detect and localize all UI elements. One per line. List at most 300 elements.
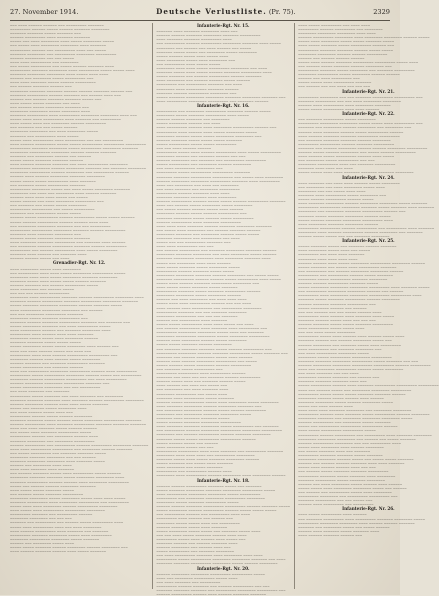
list-entry: ‒‒‒‒‒‒‒‒‒ ‒‒‒‒‒‒‒‒ ‒‒‒‒‒‒‒‒ ‒‒‒‒‒ ‒‒‒‒ ‒‒‒ ‒‒‒‒‒‒‒ [156,330,264,335]
list-entry: ‒‒‒ ‒‒‒‒‒‒ ‒‒‒‒‒ ‒‒‒‒‒‒‒‒ ‒‒‒‒‒‒‒ ‒‒‒ [10,104,89,109]
list-entry: ‒‒‒ ‒‒‒‒‒‒‒ ‒‒‒‒‒‒‒ ‒‒‒‒‒‒‒ ‒‒‒‒‒‒ ‒‒‒‒‒‒‒‒ [298,137,391,142]
list-entry: ‒‒‒‒‒‒‒ ‒‒‒‒‒ ‒‒‒‒‒‒‒ ‒‒‒‒‒‒‒‒ ‒‒‒‒‒‒ ‒‒‒‒‒ [298,213,391,218]
list-entry: ‒‒‒‒‒‒ ‒‒‒‒‒‒‒ ‒‒‒‒‒ ‒‒‒‒‒ ‒‒‒‒‒‒‒ ‒‒‒‒‒‒‒‒‒ [298,322,393,327]
list-entry: ‒‒‒ ‒‒‒‒‒‒‒‒‒ ‒‒‒‒‒‒ ‒‒‒‒‒‒‒‒ ‒‒‒‒‒‒‒‒‒ ‒‒‒‒‒‒‒‒ ‒‒‒‒‒‒‒‒‒ [156,428,283,433]
list-entry: ‒‒‒‒‒ ‒‒‒‒‒ ‒‒‒‒‒ ‒‒‒‒‒‒‒‒‒ ‒‒‒‒ ‒‒‒‒‒‒‒ [10,178,96,183]
list-entry: ‒‒‒‒‒‒‒ ‒‒‒‒ ‒‒‒‒‒‒‒‒‒ ‒‒‒‒‒ ‒‒‒‒‒‒‒ [156,395,235,400]
list-entry: ‒‒‒‒‒ ‒‒‒‒‒‒ ‒‒‒‒‒ ‒‒‒ ‒‒‒‒‒‒ [156,440,219,445]
list-entry: ‒‒‒‒‒‒‒ ‒‒‒‒‒‒‒ ‒‒‒‒‒ ‒‒‒‒‒‒‒ ‒‒‒ [10,31,81,36]
list-entry: ‒‒‒‒ ‒‒‒ ‒‒‒‒‒‒ ‒‒‒‒‒ ‒‒‒ ‒‒‒‒‒‒‒‒ ‒‒‒‒‒‒‒‒ ‒‒‒‒‒‒‒‒‒ [298,387,412,392]
list-entry: ‒‒‒‒‒‒ ‒‒‒‒‒‒‒‒ ‒‒‒‒‒‒‒‒ ‒‒‒‒‒‒‒‒‒ ‒‒‒‒‒‒‒‒‒ ‒‒‒‒‒ [156,571,265,576]
list-entry: ‒‒‒‒‒‒‒‒‒ ‒‒‒‒‒‒ ‒‒‒‒‒ ‒‒‒‒‒‒ ‒‒‒‒‒‒‒‒ [10,414,93,418]
list-entry: ‒‒‒ ‒‒‒‒ ‒‒‒‒‒‒‒ ‒‒‒ ‒‒‒ ‒‒‒‒ [298,371,359,376]
list-entry: ‒‒‒‒‒ ‒‒‒‒ ‒‒‒‒‒‒ ‒‒‒‒‒‒‒ ‒‒‒‒‒‒‒‒‒ ‒‒‒‒‒‒‒‒‒ ‒‒‒‒‒ ‒‒‒‒ [298,59,419,64]
list-entry: ‒‒‒‒ ‒‒‒‒ ‒‒‒‒‒‒‒ ‒‒‒‒‒ ‒‒‒‒‒‒ ‒‒‒‒‒‒‒‒‒ [10,80,96,85]
list-entry: ‒‒‒‒‒ ‒‒‒‒ ‒‒‒‒‒‒‒‒‒ ‒‒‒‒ ‒‒‒ ‒‒‒‒ ‒‒‒‒‒‒‒‒ [10,524,102,529]
list-entry: ‒‒‒ ‒‒‒‒‒ ‒‒‒‒‒‒ ‒‒‒‒‒‒ ‒‒‒‒‒ ‒‒‒‒ ‒‒‒‒‒‒ [156,207,244,212]
list-entry: ‒‒‒‒ ‒‒‒‒‒‒‒‒ ‒‒‒‒‒ ‒‒‒‒ ‒‒‒ ‒‒‒‒‒ [298,248,371,253]
list-entry: ‒‒‒‒‒‒‒‒‒ ‒‒‒‒‒‒‒‒ ‒‒‒‒‒ ‒‒‒ ‒‒‒‒ ‒‒‒‒‒ ‒‒‒‒‒‒‒‒ ‒‒‒‒‒‒‒ [10,186,131,191]
list-entry: ‒‒‒‒‒‒ ‒‒‒ ‒‒‒‒‒‒ ‒‒‒‒‒‒ ‒‒‒‒‒‒‒ ‒‒‒‒ ‒‒‒‒ ‒‒‒‒‒‒‒ [298,461,405,466]
list-entry: ‒‒‒‒‒‒‒‒ ‒‒‒ ‒‒‒‒‒‒‒‒ ‒‒‒‒‒‒‒ ‒‒‒‒‒‒‒‒ ‒‒‒‒‒ [156,412,252,416]
publication-title: Deutsche Verlustliste. [156,7,267,17]
list-entry: ‒‒‒‒‒ ‒‒‒‒‒‒‒‒‒ ‒‒‒‒‒‒ ‒‒‒‒ ‒‒‒‒‒‒‒ ‒‒‒‒‒‒‒‒‒ ‒‒‒‒‒‒‒‒‒ ‒‒‒‒‒‒‒‒‒ [298,383,439,388]
list-entry: ‒‒‒‒‒‒‒ ‒‒‒‒ ‒‒‒‒ ‒‒‒ ‒‒‒‒ [298,166,353,171]
list-entry: ‒‒‒‒‒‒‒ ‒‒‒ ‒‒‒‒‒‒‒‒ ‒‒‒‒‒‒ ‒‒‒ ‒‒‒‒‒‒ [10,154,92,158]
list-entry: ‒‒‒‒ ‒‒‒‒‒ ‒‒‒‒‒‒‒‒‒ ‒‒‒‒‒‒‒‒‒ ‒‒‒‒‒ [298,428,376,433]
list-entry: ‒‒‒ ‒‒‒‒‒‒‒‒ ‒‒‒‒‒‒ ‒‒‒‒‒‒‒‒‒ ‒‒‒‒‒‒‒ ‒‒‒‒‒‒ ‒‒‒‒‒‒‒‒‒ [10,244,127,249]
list-entry: ‒‒‒‒‒‒‒ ‒‒‒‒‒ ‒‒‒‒‒ ‒‒‒ ‒‒‒‒‒‒‒‒ ‒‒‒‒‒ ‒‒‒‒‒‒‒‒ [156,49,257,54]
list-entry: ‒‒‒‒ ‒‒‒‒‒‒‒ ‒‒‒‒‒‒‒ ‒‒‒‒‒‒‒‒‒ ‒‒‒‒ [156,37,232,42]
list-entry: ‒‒‒ ‒‒‒‒‒‒‒‒‒ ‒‒‒‒‒‒ ‒‒‒ ‒‒‒‒‒‒‒‒‒ ‒‒‒‒ ‒‒‒‒ [156,512,251,517]
list-entry: ‒‒‒‒ ‒‒‒‒ ‒‒‒‒‒‒‒‒‒ ‒‒‒ ‒‒‒‒‒‒‒‒ [10,59,79,64]
list-entry: ‒‒‒‒‒‒‒ ‒‒‒‒‒‒‒‒ ‒‒‒‒‒ ‒‒‒‒‒‒ ‒‒‒‒‒‒‒‒ ‒‒‒‒‒ [298,399,393,404]
list-entry: ‒‒‒‒‒‒ ‒‒‒‒‒‒‒ ‒‒‒‒‒ ‒‒‒‒ ‒‒‒‒‒‒‒ [156,524,228,529]
list-entry: ‒‒‒ ‒‒‒‒‒‒‒‒‒ ‒‒‒‒ ‒‒‒‒ ‒‒‒‒‒ ‒‒‒‒‒‒‒‒ ‒‒‒‒‒‒‒‒‒ ‒‒‒‒‒ [10,270,126,275]
list-entry: ‒‒‒‒‒‒‒‒ ‒‒‒‒‒‒‒‒ ‒‒‒‒‒ ‒‒‒‒‒‒‒‒ ‒‒‒‒‒ ‒‒‒‒ ‒‒‒‒ ‒‒‒‒‒ [10,495,126,500]
list-entry: ‒‒‒‒‒‒‒‒ ‒‒‒‒‒ ‒‒‒‒‒ ‒‒‒‒ ‒‒‒ ‒‒‒‒‒‒‒‒‒ [156,520,240,525]
list-entry: ‒‒‒‒‒ ‒‒‒‒‒‒‒‒ ‒‒‒‒‒‒‒ ‒‒‒ ‒‒‒‒ ‒‒‒‒‒‒‒‒‒ ‒‒‒‒‒ [10,323,111,328]
list-entry: ‒‒‒‒‒‒ ‒‒‒‒‒‒ ‒‒‒‒ ‒‒‒‒‒ ‒‒‒‒‒‒‒‒ ‒‒‒‒‒‒‒‒‒ ‒‒‒‒‒‒‒‒ ‒‒‒‒‒‒ [298,260,425,265]
list-entry: ‒‒‒‒‒‒‒ ‒‒‒‒‒‒‒ ‒‒‒‒‒‒‒‒‒ ‒‒‒‒‒‒‒‒ ‒‒‒‒‒ ‒‒‒‒‒‒ ‒‒‒‒‒‒‒‒ [156,561,278,566]
list-entry: ‒‒‒ ‒‒‒‒‒ ‒‒‒‒‒‒‒ ‒‒‒‒ ‒‒‒ ‒‒‒‒‒‒‒ [298,448,371,453]
list-entry: ‒‒‒‒‒‒‒‒‒ ‒‒‒‒‒‒‒ ‒‒‒‒‒‒‒ ‒‒‒‒‒ ‒‒‒‒‒‒‒ [298,453,383,458]
list-entry: ‒‒‒‒‒‒‒ ‒‒‒‒‒‒‒‒‒ ‒‒‒ ‒‒‒ ‒‒‒‒ ‒‒‒‒‒‒‒‒ ‒‒‒‒‒‒‒‒ [298,98,401,103]
list-entry: ‒‒‒‒‒‒‒‒ ‒‒‒‒‒‒‒ ‒‒‒‒‒‒‒ ‒‒‒‒‒‒ ‒‒‒‒‒‒ ‒‒‒‒‒‒‒ ‒‒‒‒‒‒ ‒‒‒ [10,88,133,93]
list-entry: ‒‒‒‒‒‒‒‒ ‒‒‒ ‒‒‒ ‒‒‒‒‒ ‒‒‒‒ ‒‒‒‒ [298,188,366,193]
list-entry: ‒‒‒‒‒‒‒ ‒‒‒‒‒‒‒‒ ‒‒‒‒‒‒‒‒ ‒‒‒‒ ‒‒‒‒‒‒‒ ‒‒‒‒‒ [10,459,105,464]
list-entry: ‒‒‒ ‒‒‒‒‒ ‒‒‒‒ ‒‒‒‒‒‒‒‒ ‒‒‒‒‒‒‒‒ ‒‒‒‒ ‒‒‒‒‒‒‒ [10,43,107,48]
list-entry: ‒‒‒‒‒‒‒‒‒ ‒‒‒‒‒ ‒‒‒‒‒‒‒‒‒ ‒‒‒‒‒‒‒‒ ‒‒‒‒‒‒ ‒‒‒‒‒ ‒‒‒ ‒‒‒‒‒‒‒‒‒ [10,373,142,378]
list-entry: ‒‒‒ ‒‒‒‒‒‒‒ ‒‒‒‒‒‒‒‒‒ ‒‒‒‒‒ ‒‒‒‒‒‒‒‒ [298,117,376,122]
list-entry: ‒‒‒ ‒‒‒‒ ‒‒‒‒‒‒‒‒‒ ‒‒‒‒‒‒‒‒ ‒‒‒ [156,166,223,171]
list-entry: ‒‒‒‒‒ ‒‒‒‒‒ ‒‒‒‒‒‒‒ ‒‒‒‒‒‒‒ ‒‒‒‒‒‒ [10,158,84,163]
list-entry: ‒‒‒‒‒‒‒‒ ‒‒‒‒ ‒‒‒‒ ‒‒‒‒‒ ‒‒‒‒‒‒‒‒ ‒‒‒‒‒‒‒ ‒‒‒‒‒‒‒‒ [10,274,118,279]
list-entry: ‒‒‒‒‒‒‒‒‒ ‒‒‒‒‒ ‒‒‒‒ ‒‒‒‒‒‒ ‒‒‒‒ ‒‒‒‒‒ ‒‒‒ [156,536,246,541]
list-entry: ‒‒‒‒‒‒‒ ‒‒‒‒‒‒‒‒‒ ‒‒‒‒‒ ‒‒‒‒‒‒‒ ‒‒‒‒‒‒‒‒ [298,477,385,482]
list-entry: ‒‒‒‒ ‒‒‒ ‒‒‒‒ ‒‒‒‒‒‒ ‒‒‒‒‒ ‒‒‒ ‒‒‒‒ ‒‒‒ [10,348,92,353]
list-entry: ‒‒‒‒‒‒‒ ‒‒‒‒ ‒‒‒‒‒‒‒ ‒‒‒‒‒‒‒‒ ‒‒‒ [10,231,81,236]
list-entry: ‒‒‒‒‒‒‒ ‒‒‒‒‒‒‒ ‒‒‒‒‒‒‒ ‒‒‒ ‒‒‒‒‒‒‒‒‒ ‒‒‒‒‒‒‒‒ ‒‒‒‒‒‒‒‒‒ ‒‒‒ [156,588,286,593]
list-entry: ‒‒‒‒‒‒‒‒‒ ‒‒‒‒ ‒‒‒‒‒‒ ‒‒‒‒ ‒‒‒‒‒ ‒‒‒‒‒‒‒‒ ‒‒‒‒‒ [156,129,257,134]
list-entry: ‒‒‒‒‒‒‒‒‒ ‒‒‒ ‒‒‒‒‒‒‒‒‒ ‒‒‒‒‒‒‒ ‒‒‒ ‒‒‒‒ [156,82,243,87]
list-entry: ‒‒‒‒ ‒‒‒‒‒‒ ‒‒‒‒‒‒‒ ‒‒‒‒‒‒‒ ‒‒‒‒‒‒‒‒‒ ‒‒‒‒‒‒‒‒‒ [298,133,400,138]
list-entry: ‒‒‒‒‒‒ ‒‒‒‒ ‒‒‒‒ ‒‒‒‒ ‒‒‒‒‒ ‒‒‒ ‒‒‒‒‒ [10,194,88,199]
list-entry: ‒‒‒‒‒‒‒ ‒‒‒‒‒‒‒ ‒‒‒‒‒ ‒‒‒‒‒‒ ‒‒‒‒‒ ‒‒‒‒‒‒‒‒ ‒‒‒‒‒‒‒‒‒ ‒‒‒‒‒‒‒ [10,418,142,423]
list-entry: ‒‒‒‒‒‒‒ ‒‒‒ ‒‒‒‒‒‒‒‒‒ ‒‒‒‒‒ ‒‒‒‒‒ [10,211,81,216]
list-entry: ‒‒‒‒ ‒‒‒‒‒‒‒ ‒‒‒‒‒‒‒‒ ‒‒‒‒‒‒ ‒‒‒‒‒‒‒‒ ‒‒‒‒‒‒‒‒ ‒‒‒‒‒ ‒‒‒‒‒‒‒ [298,201,428,206]
list-entry: ‒‒‒‒‒‒‒‒ ‒‒‒‒‒‒‒‒ ‒‒‒‒‒‒ ‒‒‒‒‒‒ ‒‒‒‒‒‒‒‒‒ [298,51,388,56]
list-entry: ‒‒‒ ‒‒‒‒‒‒ ‒‒‒‒‒ ‒‒‒‒‒‒‒ ‒‒‒‒‒‒ ‒‒‒‒‒‒‒‒ ‒‒‒ [298,63,392,68]
section-heading: Infanterie-Rgt. Nr. 26. [342,506,395,512]
list-entry: ‒‒‒‒ ‒‒‒‒‒ ‒‒‒‒‒ ‒‒‒‒‒‒‒ ‒‒‒‒‒ ‒‒‒‒‒‒‒ [156,285,238,290]
list-entry: ‒‒‒‒‒‒ ‒‒‒ ‒‒‒‒‒‒‒‒ ‒‒‒‒‒ ‒‒‒‒‒‒‒‒‒ ‒‒‒ [10,76,94,81]
list-entry: ‒‒‒ ‒‒‒‒‒‒‒‒ ‒‒‒ ‒‒‒‒ ‒‒‒‒‒‒‒‒ ‒‒‒‒‒ ‒‒‒‒ [298,184,385,189]
list-entry: ‒‒‒‒‒‒‒ ‒‒‒ ‒‒‒‒‒‒ ‒‒‒‒‒‒‒‒ ‒‒‒‒‒ ‒‒‒‒ ‒‒‒‒‒‒ [156,354,253,359]
list-entry: ‒‒‒‒‒‒‒‒ ‒‒‒‒‒ ‒‒‒‒‒ ‒‒‒‒ ‒‒‒‒‒‒‒‒ ‒‒‒‒‒‒ [10,336,99,341]
list-entry: ‒‒‒‒‒‒ ‒‒‒‒‒‒ ‒‒‒‒‒‒‒‒‒ ‒‒‒‒‒‒‒ ‒‒‒‒‒ [298,281,379,286]
list-entry: ‒‒‒‒‒‒‒‒ ‒‒‒‒ ‒‒‒‒‒‒‒‒‒ ‒‒‒‒‒‒ ‒‒‒‒‒‒‒‒ ‒‒‒‒ ‒‒‒‒‒‒‒‒ ‒‒‒‒‒‒ [156,473,286,478]
list-entry: ‒‒‒‒‒‒‒ ‒‒‒‒‒‒‒‒ ‒‒‒ ‒‒‒‒‒‒‒‒‒ ‒‒‒‒‒‒‒‒ ‒‒‒‒‒‒‒‒‒ [10,51,117,56]
list-entry: ‒‒‒‒‒‒‒‒‒ ‒‒‒‒‒‒‒‒‒ ‒‒‒‒‒‒ ‒‒‒‒‒‒‒ ‒‒‒‒‒‒‒‒‒ [298,141,395,146]
list-entry: ‒‒‒‒ ‒‒‒‒‒‒‒ ‒‒‒ ‒‒‒‒ ‒‒‒‒ ‒‒‒‒‒‒ ‒‒‒‒‒ ‒‒‒‒‒‒‒‒ [298,180,400,185]
list-entry: ‒‒‒‒‒‒‒‒ ‒‒‒‒‒‒‒‒‒ ‒‒‒‒‒‒ ‒‒‒‒‒‒‒‒ ‒‒‒ ‒‒‒‒‒‒‒‒‒ ‒‒‒‒‒‒ [10,170,129,175]
list-entry: ‒‒‒‒‒ ‒‒‒‒ ‒‒‒‒‒‒‒‒ ‒‒‒‒‒ ‒‒‒‒‒ ‒‒‒‒‒‒‒ ‒‒‒‒‒ [298,39,395,44]
list-entry: ‒‒‒ ‒‒‒ ‒‒‒ ‒‒‒‒‒‒ ‒‒‒‒‒‒‒‒‒ [10,291,70,296]
list-entry: ‒‒‒‒‒‒‒‒ ‒‒‒‒‒‒‒‒ ‒‒‒‒‒ ‒‒‒‒‒‒‒‒ ‒‒‒‒‒‒ [156,293,241,298]
list-entry: ‒‒‒‒‒‒‒‒ ‒‒‒‒‒‒‒‒ ‒‒‒‒‒‒‒‒ ‒‒‒‒ ‒‒‒‒ [298,31,376,36]
list-entry: ‒‒‒‒‒‒‒‒ ‒‒‒‒‒‒‒‒ ‒‒‒‒‒‒ ‒‒‒‒‒ ‒‒‒ ‒‒‒‒‒ ‒‒‒‒‒ ‒‒‒‒‒‒‒ [298,457,414,462]
list-entry: ‒‒‒‒‒‒‒ ‒‒‒‒‒‒ ‒‒‒‒‒‒‒‒‒ ‒‒‒‒‒‒‒ ‒‒‒‒‒‒‒‒‒ ‒‒‒‒‒‒‒‒ ‒‒‒‒‒‒‒ [10,299,139,304]
list-entry: ‒‒‒‒‒‒‒‒‒ ‒‒‒‒‒‒ ‒‒‒‒‒‒‒ ‒‒‒ ‒‒‒‒‒‒ ‒‒‒‒‒‒‒‒‒ ‒‒‒ ‒‒‒ [156,584,270,589]
list-entry: ‒‒‒‒‒‒‒‒ ‒‒‒‒‒‒ ‒‒‒‒‒ ‒‒‒‒‒‒ ‒‒‒‒ ‒‒‒‒‒‒ [298,395,384,400]
list-entry: ‒‒‒‒‒‒ ‒‒‒‒‒ ‒‒‒‒‒‒‒‒‒ ‒‒‒‒‒‒ ‒‒‒‒‒‒‒‒‒ ‒‒‒‒‒ ‒‒‒‒‒ ‒‒‒‒‒‒ [10,215,135,220]
list-entry: ‒‒‒‒‒‒‒‒‒ ‒‒‒‒‒‒‒‒‒ ‒‒‒‒‒‒‒‒ ‒‒‒‒‒‒‒ ‒‒‒‒‒‒ ‒‒‒‒‒‒‒‒‒ [10,227,126,232]
list-entry: ‒‒‒‒‒‒‒‒ ‒‒‒‒‒ ‒‒‒‒‒‒‒ ‒‒‒‒‒‒‒‒‒ ‒‒‒‒‒ [156,500,239,505]
list-entry: ‒‒‒‒‒ ‒‒‒‒‒‒‒‒‒ ‒‒‒ ‒‒‒‒‒‒‒ ‒‒‒‒‒‒ [10,364,84,369]
list-entry: ‒‒‒‒ ‒‒‒‒‒‒‒‒ ‒‒‒‒‒ ‒‒‒ ‒‒‒ [156,444,214,449]
section-heading: Grenadier-Rgt. Nr. 12. [52,260,106,266]
list-entry: ‒‒‒‒‒‒‒‒ ‒‒‒‒‒‒‒ ‒‒‒ ‒‒‒‒‒‒‒‒ ‒‒‒‒‒‒‒‒ ‒‒‒‒‒‒‒‒ ‒‒‒‒‒ [298,416,413,421]
list-entry: ‒‒‒‒‒‒‒ ‒‒‒ ‒‒‒‒‒‒‒‒ ‒‒‒‒‒ ‒‒‒ ‒‒‒‒‒ ‒‒‒‒‒‒ [298,524,390,529]
list-entry: ‒‒‒‒‒‒‒‒ ‒‒‒‒‒‒‒‒‒ ‒‒‒‒‒‒‒‒ ‒‒‒‒‒ ‒‒‒‒‒‒‒‒ ‒‒‒‒‒‒‒‒‒ [156,334,270,339]
list-entry: ‒‒‒‒‒‒‒‒‒ ‒‒‒‒ ‒‒‒‒ ‒‒‒‒‒‒ ‒‒‒‒‒‒‒‒‒ ‒‒‒‒‒‒‒‒‒ ‒‒‒ [10,352,118,357]
list-entry: ‒‒‒‒‒‒‒‒‒ ‒‒‒‒‒‒ ‒‒‒ ‒‒‒‒‒‒‒‒ ‒‒‒‒‒‒ ‒‒‒‒ [10,434,99,439]
column-left [10,23,148,589]
list-entry: ‒‒‒‒‒ ‒‒‒‒‒‒ ‒‒‒‒‒‒‒ ‒‒‒‒‒‒‒‒ ‒‒‒‒‒‒‒‒‒ [156,420,241,425]
list-entry: ‒‒‒‒‒‒‒‒ ‒‒‒‒ ‒‒‒‒ ‒‒‒‒ ‒‒‒ ‒‒‒‒‒‒‒‒‒ ‒‒‒‒‒‒‒‒ [156,452,255,457]
list-entry: ‒‒‒‒‒‒‒‒ ‒‒‒‒ ‒‒‒‒‒‒‒‒‒ ‒‒‒‒‒‒‒ ‒‒‒‒‒‒ ‒‒‒‒‒‒‒‒‒ ‒‒‒‒‒‒‒‒ ‒‒‒‒ [10,295,144,300]
list-entry: ‒‒‒‒‒‒‒‒‒ ‒‒‒‒‒ ‒‒‒‒ ‒‒‒‒‒‒ ‒‒‒‒‒‒‒‒‒ ‒‒‒‒ ‒‒‒‒‒ ‒‒‒‒‒‒‒‒‒ [156,150,281,154]
list-entry: ‒‒‒‒‒‒‒‒ ‒‒‒‒‒‒‒ ‒‒‒‒‒‒‒ ‒‒‒‒‒ ‒‒‒‒‒‒‒‒ ‒‒‒‒‒‒‒‒ ‒‒‒‒ [10,475,125,480]
list-entry: ‒‒‒ ‒‒‒‒‒‒‒‒‒ ‒‒‒‒ ‒‒‒‒‒ ‒‒‒‒‒ [156,61,221,66]
list-entry: ‒‒‒‒‒ ‒‒‒‒‒‒‒‒ ‒‒‒‒‒‒ ‒‒‒ ‒‒‒‒ [156,121,221,126]
list-entry: ‒‒‒ ‒‒‒ ‒‒‒‒‒‒‒‒ ‒‒‒‒‒‒‒‒‒ ‒‒‒‒‒‒‒ [10,311,84,316]
list-entry: ‒‒‒‒‒‒‒‒‒ ‒‒‒‒‒ ‒‒‒‒ ‒‒‒‒‒‒ ‒‒‒‒ ‒‒‒‒‒‒ ‒‒‒‒‒ ‒‒‒‒ [298,334,405,339]
list-entry: ‒‒‒‒‒‒‒‒‒ ‒‒‒‒‒‒‒ ‒‒‒‒‒‒‒‒ ‒‒‒‒‒ ‒‒‒‒ ‒‒‒‒‒‒‒‒‒ [10,532,112,537]
list-entry: ‒‒‒‒‒‒‒‒‒ ‒‒‒‒‒‒‒‒‒ ‒‒‒ ‒‒‒‒‒ ‒‒‒‒‒‒‒‒‒ [10,207,95,212]
section-heading: Infanterie-Rgt. Nr. 18. [196,477,250,483]
list-entry: ‒‒‒‒‒ ‒‒‒ ‒‒‒‒ ‒‒‒‒‒‒‒‒ ‒‒‒‒ ‒‒‒‒‒ ‒‒‒‒‒‒‒‒ ‒‒‒‒‒ [10,39,115,44]
list-entry: ‒‒‒‒ ‒‒‒‒‒‒‒‒‒ ‒‒‒‒‒‒ ‒‒‒ ‒‒‒‒‒‒‒ ‒‒‒‒‒‒‒‒ ‒‒‒‒ [10,328,111,333]
list-entry: ‒‒‒ ‒‒‒ ‒‒‒‒ ‒‒‒‒‒ ‒‒‒‒‒‒‒ ‒‒‒‒‒‒ ‒‒‒‒ ‒‒‒‒ [156,532,247,537]
list-entry: ‒‒‒‒‒‒ ‒‒‒‒‒ ‒‒‒‒‒‒‒‒‒ ‒‒‒‒‒ ‒‒‒‒ ‒‒‒‒‒‒‒‒ ‒‒‒‒‒ ‒‒‒‒‒‒‒‒ [156,399,279,404]
list-entry: ‒‒‒‒‒‒‒‒ ‒‒‒‒‒‒ ‒‒‒‒‒‒‒‒‒ ‒‒‒‒‒‒‒‒‒ ‒‒‒ ‒‒‒‒ ‒‒‒‒‒‒‒‒‒ [10,377,127,382]
list-entry: ‒‒‒‒ ‒‒‒‒‒‒‒‒ ‒‒‒‒‒ ‒‒‒‒ ‒‒‒‒‒‒‒‒ ‒‒‒ [156,57,236,62]
list-entry: ‒‒‒‒‒‒‒ ‒‒‒‒‒‒‒‒‒ ‒‒‒‒‒‒‒‒ ‒‒‒‒ ‒‒‒‒‒‒‒‒ ‒‒‒‒‒‒‒ ‒‒‒‒ [156,256,271,261]
list-entry: ‒‒‒‒‒‒ ‒‒‒‒‒‒ ‒‒‒‒‒‒‒‒‒ ‒‒‒‒‒‒‒ ‒‒‒‒‒ ‒‒‒ ‒‒‒‒‒‒‒ [156,483,262,488]
list-entry: ‒‒‒ ‒‒‒‒ ‒‒‒‒‒‒‒ ‒‒‒ ‒‒‒‒‒‒‒‒ ‒‒‒‒‒‒‒‒‒ [156,186,240,191]
list-entry: ‒‒‒‒‒‒‒ ‒‒‒‒‒‒‒‒‒ ‒‒‒‒ ‒‒‒‒‒‒‒‒‒ ‒‒‒‒‒‒‒‒ ‒‒‒‒‒‒‒‒ ‒‒‒‒ ‒‒‒ [10,113,137,118]
list-entry: ‒‒‒‒‒‒‒ ‒‒‒‒‒ ‒‒‒‒‒ ‒‒‒‒‒‒‒‒‒ ‒‒‒‒‒‒‒‒‒ ‒‒‒‒‒‒ [156,436,256,441]
list-entry: ‒‒‒‒‒ ‒‒‒‒‒‒‒‒‒ ‒‒‒ ‒‒‒‒‒‒‒ ‒‒‒‒‒‒‒‒ [156,549,235,554]
list-entry: ‒‒‒‒ ‒‒‒‒ ‒‒‒‒ ‒‒‒‒‒‒‒ ‒‒‒‒‒‒ ‒‒‒‒‒‒‒ ‒‒‒‒‒‒‒‒ ‒‒‒‒‒‒‒ [156,223,272,228]
list-entry: ‒‒‒‒‒‒‒‒ ‒‒‒‒ ‒‒‒‒ ‒‒‒‒‒ ‒‒‒‒‒‒‒‒‒ ‒‒‒‒‒‒‒‒ ‒‒‒ ‒‒‒‒ [156,66,268,71]
list-entry: ‒‒‒‒‒‒‒‒ ‒‒‒‒‒‒‒‒‒ ‒‒‒ ‒‒‒ ‒‒‒ ‒‒‒‒‒‒‒ [156,313,238,318]
list-entry: ‒‒‒‒‒‒‒‒‒ ‒‒‒‒‒‒‒‒‒ ‒‒‒‒ ‒‒‒‒‒‒‒‒‒ ‒‒‒‒‒‒ [156,371,246,376]
list-entry: ‒‒‒‒‒‒‒‒ ‒‒‒‒‒‒‒‒‒ ‒‒‒ ‒‒‒‒‒ ‒‒‒‒ [156,391,228,396]
list-entry: ‒‒‒‒‒‒‒‒‒ ‒‒‒‒‒‒‒ ‒‒‒‒‒ ‒‒‒‒‒‒‒‒ ‒‒‒ ‒‒‒‒‒‒‒ ‒‒‒‒‒‒‒‒‒ [298,68,415,73]
list-entry: ‒‒‒‒ ‒‒‒‒‒‒‒ ‒‒‒‒‒‒‒‒ ‒‒‒‒‒‒ ‒‒‒‒‒‒‒‒ ‒‒‒‒‒‒‒ ‒‒‒ [156,403,262,408]
list-entry: ‒‒‒‒‒‒ ‒‒‒‒ ‒‒‒‒‒‒‒‒‒ ‒‒‒ ‒‒‒‒‒‒‒‒‒ [298,502,374,507]
list-entry: ‒‒‒‒‒‒ ‒‒‒‒‒‒‒‒‒ ‒‒‒ ‒‒‒ ‒‒‒‒‒ [10,55,75,60]
list-entry: ‒‒‒‒‒‒‒‒ ‒‒‒‒‒ ‒‒‒‒‒‒‒ ‒‒‒‒‒‒‒‒‒ ‒‒‒ [10,315,88,320]
list-entry: ‒‒‒‒‒‒‒ ‒‒‒‒‒ ‒‒‒‒ ‒‒‒‒‒ ‒‒‒‒‒‒ ‒‒‒‒‒‒‒ ‒‒‒‒‒‒‒‒‒ ‒‒‒‒ [156,70,272,75]
list-entry: ‒‒‒‒‒‒‒‒‒ ‒‒‒‒‒‒‒ ‒‒‒‒‒‒‒ ‒‒‒‒‒‒ ‒‒‒‒‒ ‒‒‒‒‒ [298,47,393,52]
list-entry: ‒‒‒ ‒‒‒‒‒‒‒‒ ‒‒‒‒‒‒‒‒ ‒‒‒‒‒‒ ‒‒‒‒‒ ‒‒‒‒‒‒ ‒‒‒‒‒‒‒‒‒ [156,407,267,412]
list-entry: ‒‒‒‒‒‒‒‒‒ ‒‒‒ ‒‒‒‒ ‒‒‒‒ ‒‒‒‒‒‒‒ [298,252,365,257]
page-header [10,4,390,20]
list-entry: ‒‒‒ ‒‒‒‒‒‒‒ ‒‒‒‒‒‒‒‒‒ ‒‒‒‒ ‒‒‒‒‒‒‒‒‒ ‒‒‒‒‒‒‒ ‒‒‒‒‒‒‒‒ ‒‒‒‒‒ [298,516,425,521]
list-entry: ‒‒‒ ‒‒‒‒‒‒ ‒‒‒‒‒‒‒ ‒‒‒‒‒‒ ‒‒‒ [10,84,72,89]
section-heading: Infanterie-Rgt. Nr. 20. [196,565,250,571]
list-entry: ‒‒‒ ‒‒‒‒ ‒‒‒‒‒‒‒ ‒‒‒ ‒‒‒‒‒‒‒ [10,389,70,394]
list-entry: ‒‒‒‒‒‒‒ ‒‒‒‒‒ ‒‒‒‒ ‒‒‒‒‒ ‒‒‒‒‒‒‒ ‒‒‒‒‒‒‒‒ ‒‒‒‒‒‒ [156,457,260,462]
list-entry: ‒‒‒ ‒‒‒‒‒‒ ‒‒‒ ‒‒‒‒‒‒‒‒‒ ‒‒‒‒‒ ‒‒‒‒ ‒‒‒‒‒‒‒‒ [298,489,392,494]
list-entry: ‒‒‒‒‒‒ ‒‒‒‒ ‒‒‒‒‒‒‒‒ ‒‒‒‒‒‒ ‒‒‒‒‒ ‒‒‒‒‒‒‒‒ [156,338,247,343]
list-entry: ‒‒‒‒‒‒‒‒‒ ‒‒‒‒‒‒‒‒‒ ‒‒‒‒‒‒ ‒‒‒‒‒‒‒‒‒ ‒‒‒ ‒‒‒‒‒‒‒‒‒ ‒‒‒‒ ‒‒‒‒‒‒‒ [298,225,435,230]
list-entry: ‒‒‒‒ ‒‒‒‒‒‒ ‒‒‒ ‒‒‒‒ ‒‒‒ ‒‒‒‒‒ ‒‒‒ [156,383,228,388]
list-entry: ‒‒‒ ‒‒‒‒‒‒ ‒‒‒‒‒ ‒‒‒‒‒‒‒ ‒‒‒‒‒‒‒ ‒‒‒‒‒‒‒‒‒ [298,469,389,474]
list-entry: ‒‒‒‒‒‒‒‒‒ ‒‒‒‒‒‒ ‒‒‒‒‒‒‒ ‒‒‒‒‒ ‒‒‒‒‒ [156,268,235,273]
list-entry: ‒‒‒ ‒‒‒‒‒‒‒‒‒ ‒‒‒‒‒‒ ‒‒‒‒‒‒‒‒‒ ‒‒‒‒‒‒‒‒ ‒‒‒‒‒‒‒ ‒‒‒‒ ‒‒‒‒‒ [156,41,281,46]
list-entry: ‒‒‒‒‒‒‒‒‒ ‒‒‒‒‒‒ ‒‒‒‒‒‒‒‒‒ ‒‒‒ ‒‒‒‒‒‒‒‒‒ ‒‒‒‒ ‒‒‒‒‒‒‒ ‒‒‒‒‒‒‒‒ [298,432,432,437]
header-rule [10,20,390,21]
list-entry: ‒‒‒‒‒‒ ‒‒‒‒‒ ‒‒‒‒‒ ‒‒‒ ‒‒‒ ‒‒‒‒‒‒‒ ‒‒‒‒‒‒‒‒ [298,233,390,238]
list-entry: ‒‒‒ ‒‒‒‒‒ ‒‒‒‒‒‒‒‒‒ ‒‒‒ ‒‒‒‒‒‒‒ ‒‒‒‒‒‒‒ ‒‒‒‒‒ [10,450,107,455]
list-entry: ‒‒‒‒‒‒ ‒‒‒‒‒‒‒‒ ‒‒‒ ‒‒‒‒‒‒‒ ‒‒‒‒‒ ‒‒‒‒ ‒‒‒‒‒‒‒‒‒ [298,342,401,347]
list-entry: ‒‒‒‒ ‒‒‒‒‒ ‒‒‒‒‒ ‒‒‒‒‒‒‒ ‒‒‒‒‒ [10,487,75,492]
list-entry: ‒‒‒‒‒‒ ‒‒‒‒ ‒‒‒‒‒‒‒ ‒‒‒‒‒‒ ‒‒‒‒‒ ‒‒‒‒‒‒‒‒‒ ‒‒‒‒‒‒ [298,129,404,134]
list-entry: ‒‒‒‒‒‒‒ ‒‒‒ ‒‒‒‒‒‒‒‒‒ ‒‒‒‒ ‒‒‒‒‒ [10,133,79,138]
list-entry: ‒‒‒‒ ‒‒‒‒ ‒‒‒‒‒‒‒‒‒ ‒‒‒‒‒‒‒‒‒ ‒‒‒ ‒‒‒‒‒‒‒‒ ‒‒‒‒‒‒ ‒‒‒‒‒‒‒ [10,446,133,451]
list-entry: ‒‒‒‒‒‒‒‒‒ ‒‒‒ ‒‒‒‒‒‒‒‒ ‒‒‒‒‒‒‒‒‒ ‒‒‒‒‒‒‒ ‒‒‒‒‒‒ ‒‒‒‒‒ [156,109,271,114]
list-entry: ‒‒‒‒‒‒ ‒‒‒‒‒‒‒‒ ‒‒‒‒‒‒‒‒ ‒‒‒‒‒‒‒‒‒ ‒‒‒‒‒‒‒‒‒ ‒‒‒‒‒‒ ‒‒‒‒‒‒‒‒‒ [298,362,431,367]
list-entry: ‒‒‒‒‒‒ ‒‒‒ ‒‒‒‒‒‒ ‒‒‒‒‒‒ ‒‒‒‒‒‒ [298,55,365,60]
list-entry: ‒‒‒‒‒‒‒‒‒ ‒‒‒ ‒‒‒‒‒‒‒‒ ‒‒‒‒‒‒‒‒ ‒‒‒‒‒‒‒‒‒ ‒‒‒‒‒‒‒‒ [156,495,265,500]
list-entry: ‒‒‒ ‒‒‒‒ ‒‒‒‒‒‒‒ ‒‒‒ ‒‒‒‒‒‒‒‒‒ [156,579,221,584]
list-entry: ‒‒‒‒‒‒ ‒‒‒‒‒‒‒‒‒ ‒‒‒‒‒‒‒‒ ‒‒‒ ‒‒‒ ‒‒‒‒‒‒‒‒‒ ‒‒‒‒ [298,440,401,445]
list-entry: ‒‒‒‒‒ ‒‒‒‒‒‒‒‒‒ ‒‒‒‒‒‒‒‒ ‒‒‒ ‒‒‒ ‒‒‒‒‒‒‒‒‒ [10,385,101,390]
list-entry: ‒‒‒‒‒‒‒‒‒ ‒‒‒‒ ‒‒‒‒‒‒ ‒‒‒‒ ‒‒‒‒ ‒‒‒‒‒‒‒ [10,332,94,337]
list-entry: ‒‒‒‒‒ ‒‒‒‒ ‒‒‒‒‒‒‒‒‒ ‒‒‒‒ ‒‒‒‒‒‒‒‒‒ ‒‒‒ ‒‒‒ ‒‒‒‒‒‒‒‒‒ [10,137,124,142]
list-entry: ‒‒‒‒‒‒‒ ‒‒‒‒‒‒‒‒‒ ‒‒‒‒‒‒ ‒‒‒‒‒‒‒ ‒‒‒ ‒‒‒‒‒‒ ‒‒‒‒ ‒‒‒ [10,92,121,97]
list-entry: ‒‒‒‒‒‒‒‒ ‒‒‒ ‒‒‒‒‒‒‒‒ ‒‒‒‒‒‒‒ ‒‒‒‒‒‒‒‒‒ ‒‒‒‒‒‒ ‒‒‒ [298,209,406,214]
list-entry: ‒‒‒‒‒‒‒‒‒ ‒‒‒‒‒‒‒ ‒‒‒ ‒‒‒ ‒‒‒‒‒‒‒ ‒‒‒‒‒‒‒‒ [156,309,247,314]
list-entry: ‒‒‒‒‒‒‒‒ ‒‒‒ ‒‒‒‒‒‒ ‒‒‒‒‒‒‒‒‒ ‒‒‒‒‒‒ ‒‒‒‒‒‒‒ ‒‒‒‒‒‒‒‒ [156,432,271,437]
list-entry: ‒‒‒‒‒‒ ‒‒‒‒‒‒‒‒‒ ‒‒‒‒ ‒‒‒‒‒‒‒ ‒‒‒‒‒‒‒‒‒ [156,219,241,224]
list-entry: ‒‒‒ ‒‒‒‒‒‒ ‒‒‒ ‒‒‒ ‒‒‒‒ ‒‒‒ ‒‒‒ ‒‒‒ [298,84,371,89]
list-entry: ‒‒‒‒‒‒ ‒‒‒‒‒‒‒‒ ‒‒‒‒‒‒ ‒‒‒‒ ‒‒‒‒ ‒‒‒‒‒ ‒‒‒‒‒‒‒ [10,401,109,406]
section-heading: Infanterie-Rgt. Nr. 22. [342,111,395,117]
section-heading: Infanterie-Rgt. Nr. 15. [196,23,250,28]
list-entry: ‒‒‒ ‒‒‒‒‒‒‒ ‒‒‒ ‒‒‒‒‒ ‒‒‒‒‒ ‒‒‒‒‒‒‒‒ [10,203,87,208]
list-entry: ‒‒‒‒‒ ‒‒‒‒‒‒‒‒ ‒‒‒‒‒‒ ‒‒‒ ‒‒‒‒‒‒ [298,305,367,310]
list-entry: ‒‒‒‒‒‒‒ ‒‒‒‒‒‒‒‒ ‒‒‒‒‒ ‒‒‒‒‒‒ ‒‒‒‒‒ ‒‒‒‒‒‒‒‒‒ [156,215,254,220]
list-entry: ‒‒‒‒‒‒ ‒‒‒ ‒‒‒‒‒‒‒‒ ‒‒‒‒‒ ‒‒‒‒ [10,540,75,545]
list-entry: ‒‒‒‒‒‒ ‒‒‒‒‒‒ ‒‒‒‒‒‒‒ ‒‒‒‒‒‒‒‒ ‒‒‒‒‒‒‒ ‒‒‒‒‒‒‒‒‒ [156,33,261,38]
list-entry: ‒‒‒ ‒‒‒‒‒‒‒‒‒ ‒‒‒‒‒‒‒‒ ‒‒‒‒‒‒‒‒ ‒‒‒‒‒‒ ‒‒‒ ‒‒‒‒‒‒ [298,289,404,294]
list-entry: ‒‒‒‒ ‒‒‒ ‒‒‒‒‒‒‒‒ ‒‒‒‒‒‒‒‒‒ ‒‒‒‒‒‒ ‒‒‒‒‒ ‒‒‒‒‒‒‒‒ [298,367,404,372]
issue-date: 27. November 1914. [10,7,79,16]
list-entry: ‒‒‒‒ ‒‒‒‒‒‒‒‒‒ ‒‒‒‒‒‒‒‒ ‒‒‒‒‒‒‒‒ ‒‒‒‒‒ ‒‒‒‒‒‒‒‒‒ [156,491,261,496]
list-entry: ‒‒‒‒‒ ‒‒‒‒‒ ‒‒‒‒ ‒‒‒‒ ‒‒‒‒‒‒‒ ‒‒‒‒‒‒‒ ‒‒‒‒‒‒‒ ‒‒‒‒‒‒‒‒ [298,170,414,175]
list-entry: ‒‒‒‒‒ ‒‒‒ ‒‒‒‒‒‒‒‒ ‒‒‒‒ ‒‒‒‒ ‒‒‒‒‒‒ [156,260,231,265]
list-entry: ‒‒‒‒ ‒‒‒‒‒ ‒‒‒‒ ‒‒‒ ‒‒‒‒‒‒‒‒ ‒‒‒‒‒‒ ‒‒‒‒‒‒‒‒‒ [10,121,107,126]
list-entry: ‒‒‒‒‒‒‒‒ ‒‒‒‒‒ ‒‒‒‒‒‒‒ ‒‒‒‒‒‒‒‒‒ ‒‒‒‒ ‒‒‒‒‒ [156,113,249,118]
list-entry: ‒‒‒‒‒‒‒‒‒ ‒‒‒‒‒‒‒ ‒‒‒‒‒ ‒‒‒‒‒‒‒ ‒‒‒‒ ‒‒‒‒‒‒‒‒ [298,473,396,478]
list-entry: ‒‒‒‒ ‒‒‒‒‒‒‒‒ ‒‒‒‒‒‒‒ ‒‒‒‒‒‒‒‒ ‒‒‒‒‒‒ [298,221,379,226]
list-entry: ‒‒‒‒ ‒‒‒‒‒‒‒‒‒ ‒‒‒‒‒‒‒‒ ‒‒‒‒‒‒‒‒‒ ‒‒‒ ‒‒‒‒‒‒‒ ‒‒‒‒‒‒ [156,98,269,103]
list-entry: ‒‒‒‒‒ ‒‒‒‒‒‒‒‒ ‒‒‒‒‒ ‒‒‒‒‒ ‒‒‒‒‒‒‒‒ ‒‒‒‒ ‒‒‒‒‒‒ ‒‒‒ [10,344,119,349]
list-entry: ‒‒‒‒ ‒‒‒‒‒‒‒ ‒‒‒‒‒‒‒ ‒‒‒‒‒‒‒‒‒ ‒‒‒ ‒‒‒‒‒‒‒ ‒‒‒‒ ‒‒‒‒‒‒ [10,239,126,244]
list-entry: ‒‒‒‒ ‒‒‒‒ ‒‒‒‒‒‒‒ ‒‒‒‒ ‒‒‒‒‒‒‒ [10,467,75,472]
list-entry: ‒‒‒ ‒‒‒ ‒‒‒‒‒‒ ‒‒‒ ‒‒‒ ‒‒‒‒‒ ‒‒‒‒‒‒ ‒‒‒‒ [298,309,382,314]
list-entry: ‒‒‒‒‒‒‒‒ ‒‒‒‒‒‒‒‒‒ ‒‒‒‒‒‒‒‒ ‒‒‒‒‒ ‒‒‒‒‒‒‒ [10,536,100,541]
list-entry: ‒‒‒‒‒‒ ‒‒‒‒‒‒‒‒‒ ‒‒‒‒‒‒‒‒ ‒‒‒‒ ‒‒‒‒‒‒‒‒ ‒‒‒‒‒‒‒‒ ‒‒‒‒‒‒ ‒‒‒‒‒ [298,35,430,40]
list-entry: ‒‒‒‒‒‒‒ ‒‒‒‒ ‒‒‒‒‒‒‒ ‒‒‒‒‒‒‒ ‒‒‒‒‒ [156,416,230,421]
issue-number: (Pr. 75). [268,8,296,17]
list-entry: ‒‒‒‒‒‒‒ ‒‒‒‒‒‒‒‒‒ ‒‒‒ ‒‒‒ ‒‒‒‒‒ ‒‒‒ [298,498,373,503]
list-entry: ‒‒‒‒‒‒‒‒‒ ‒‒‒‒‒‒‒‒ ‒‒‒‒‒‒‒‒ ‒‒‒‒‒ ‒‒‒‒‒ ‒‒‒‒ ‒‒‒‒‒‒‒‒‒ ‒‒‒ [298,121,423,126]
list-entry: ‒‒‒‒‒‒‒ ‒‒‒‒‒‒‒‒‒ ‒‒‒‒‒‒ ‒‒‒‒‒‒ ‒‒‒‒ ‒‒‒‒‒‒‒‒ ‒‒‒‒‒‒‒‒‒ [10,479,129,484]
list-entry: ‒‒‒‒‒‒‒ ‒‒‒‒‒‒‒‒‒ ‒‒‒‒ ‒‒‒‒‒‒‒‒ ‒‒‒‒‒‒‒‒‒ ‒‒‒ ‒‒‒‒‒‒‒‒‒ [10,499,129,504]
list-entry: ‒‒‒‒‒‒ ‒‒‒‒‒‒‒‒‒ ‒‒‒‒‒‒ ‒‒‒‒‒ ‒‒‒‒‒ ‒‒‒‒‒‒ ‒‒‒‒‒‒‒‒‒ ‒‒‒‒‒‒‒ [156,199,286,204]
list-entry: ‒‒‒ ‒‒‒‒‒‒‒ ‒‒‒ ‒‒‒ ‒‒‒‒‒ ‒‒‒‒‒‒ [10,125,78,130]
list-entry: ‒‒‒‒‒ ‒‒‒‒‒‒‒ ‒‒‒ ‒‒‒‒‒‒ ‒‒‒‒‒‒‒‒‒ ‒‒‒‒‒‒ ‒‒‒‒‒‒‒ [156,74,262,79]
list-entry: ‒‒‒‒‒ ‒‒‒‒ ‒‒‒‒ ‒‒‒‒‒‒‒‒‒ ‒‒‒‒‒‒ ‒‒‒ ‒‒‒ ‒‒‒‒ [156,301,252,306]
list-entry: ‒‒‒‒‒‒‒‒‒ ‒‒‒‒‒ ‒‒‒‒‒ ‒‒‒‒‒ ‒‒‒‒‒‒‒ ‒‒‒‒‒‒‒ ‒‒‒‒‒‒ [298,391,406,396]
list-entry: ‒‒‒‒‒‒‒‒ ‒‒‒‒ ‒‒‒‒‒‒‒‒‒ ‒‒‒‒‒‒‒ ‒‒‒‒‒‒ [156,86,239,91]
list-entry: ‒‒‒‒ ‒‒‒‒‒‒ ‒‒‒‒‒‒‒‒‒ ‒‒‒‒ ‒‒‒‒‒‒‒ ‒‒‒ ‒‒‒‒‒‒‒ [10,528,109,533]
list-entry: ‒‒‒‒‒‒ ‒‒‒ ‒‒‒‒‒‒‒‒‒ ‒‒‒‒ ‒‒‒‒‒‒‒ [156,317,228,322]
list-entry: ‒‒‒ ‒‒‒‒ ‒‒‒‒‒‒‒‒‒ ‒‒‒‒‒‒‒ ‒‒‒‒ ‒‒‒‒‒‒‒‒ ‒‒‒‒ ‒‒‒‒ [156,553,263,558]
list-entry: ‒‒‒‒‒‒‒‒ ‒‒‒‒‒‒‒‒ ‒‒‒‒‒‒‒ ‒‒‒‒‒‒ ‒‒‒‒‒‒‒‒ ‒‒‒ ‒‒‒‒‒ ‒‒‒‒‒ [156,272,279,277]
list-entry: ‒‒‒‒‒‒‒ ‒‒‒‒‒‒ ‒‒‒‒‒ ‒‒‒‒ ‒‒‒ ‒‒‒ ‒‒‒ [298,317,376,322]
list-entry: ‒‒‒‒‒ ‒‒‒‒‒ ‒‒‒‒‒‒‒ ‒‒‒‒‒‒ ‒‒‒‒‒‒‒‒ ‒‒‒‒‒‒ ‒‒‒‒‒‒‒‒ ‒‒‒ [10,545,128,549]
list-entry: ‒‒‒‒‒ ‒‒‒ ‒‒‒‒‒‒ ‒‒‒‒‒‒ ‒‒‒‒‒‒‒‒ ‒‒‒‒‒‒‒ [10,483,96,488]
list-entry: ‒‒‒‒‒‒ ‒‒‒‒‒‒‒ ‒‒‒‒‒‒‒ ‒‒‒‒‒‒‒‒‒ ‒‒‒ [298,301,376,306]
list-entry: ‒‒‒‒‒ ‒‒‒‒ ‒‒‒‒‒‒ ‒‒‒‒‒‒‒ ‒‒‒‒‒‒‒‒‒ ‒‒‒‒‒‒‒‒ ‒‒‒ [156,281,260,285]
list-entry: ‒‒‒ ‒‒‒‒‒‒‒‒ ‒‒‒‒‒‒‒‒ ‒‒‒‒‒‒‒ ‒‒‒ ‒‒‒ ‒‒‒‒‒‒‒‒‒ [10,223,111,228]
list-entry: ‒‒‒‒‒ ‒‒‒‒‒‒‒ ‒‒‒‒‒‒‒‒ ‒‒‒‒‒‒‒‒ ‒‒‒‒‒‒ ‒‒‒‒‒‒‒ ‒‒‒‒‒ [10,303,123,308]
list-entry: ‒‒‒‒‒‒‒‒‒ ‒‒‒‒‒‒‒‒ ‒‒‒‒‒‒ ‒‒‒‒‒‒‒‒ ‒‒‒‒‒‒‒ ‒‒‒ ‒‒‒‒‒‒‒ ‒‒‒‒‒‒‒‒ [10,166,147,171]
list-entry: ‒‒‒‒‒‒‒‒‒ ‒‒‒‒‒‒‒ ‒‒‒‒‒‒‒‒ ‒‒‒‒‒ ‒‒‒‒‒‒‒‒‒ ‒‒‒‒‒‒‒‒ ‒‒‒‒‒‒‒ [10,145,139,150]
list-entry: ‒‒‒‒‒‒‒‒ ‒‒‒‒‒‒ ‒‒‒ ‒‒‒‒‒‒‒ ‒‒‒‒‒‒ ‒‒‒ ‒‒‒ [156,154,246,159]
list-entry: ‒‒‒‒‒ ‒‒‒‒‒‒ ‒‒‒‒‒‒‒‒‒ ‒‒‒‒‒‒ ‒‒‒‒‒ [298,197,374,202]
list-entry: ‒‒‒‒‒‒ ‒‒‒‒ ‒‒‒‒‒‒ ‒‒‒‒‒‒‒‒ ‒‒‒‒‒‒‒ ‒‒‒‒‒‒‒‒ [10,174,105,179]
list-entry: ‒‒‒‒‒ ‒‒‒‒‒‒‒‒ ‒‒‒‒‒ ‒‒‒‒‒ ‒‒‒ ‒‒‒‒‒‒‒ ‒‒‒‒‒ ‒‒‒‒ [156,528,261,533]
list-entry: ‒‒‒‒‒ ‒‒‒ ‒‒‒ ‒‒‒‒‒‒‒‒‒ ‒‒‒‒‒‒‒ ‒‒‒ [156,240,231,245]
list-entry: ‒‒‒‒‒‒‒‒‒ ‒‒‒‒ ‒‒‒‒‒‒ ‒‒‒ ‒‒‒‒‒‒ ‒‒‒ [156,516,233,521]
list-entry: ‒‒‒‒‒‒ ‒‒‒‒ ‒‒‒‒‒‒‒ ‒‒‒‒‒ ‒‒‒‒‒‒‒ ‒‒‒‒ [298,528,380,533]
list-entry: ‒‒‒‒‒‒ ‒‒‒‒‒‒ ‒‒‒‒‒‒‒ ‒‒‒ ‒‒‒‒‒‒‒‒ [156,117,230,122]
list-entry: ‒‒‒ ‒‒‒‒‒‒ ‒‒‒‒‒‒‒‒‒ ‒‒‒ ‒‒‒‒‒‒‒ ‒‒‒‒‒‒‒‒ ‒‒‒‒‒‒‒ ‒‒‒‒‒‒ [156,248,277,253]
list-entry: ‒‒‒‒‒‒‒‒‒ ‒‒‒‒‒‒‒ ‒‒‒ ‒‒‒‒‒‒‒‒‒ ‒‒‒‒‒‒ [10,512,93,517]
list-entry: ‒‒‒‒‒‒‒‒‒ ‒‒‒‒‒‒‒‒ ‒‒‒‒‒‒ ‒‒‒‒‒‒‒ ‒‒‒‒‒‒‒‒‒ ‒‒‒‒‒ ‒‒‒‒‒‒‒ ‒‒‒ [156,350,288,355]
list-entry: ‒‒‒‒ ‒‒‒‒‒ ‒‒‒‒‒‒‒ ‒‒‒‒‒ ‒‒‒‒‒‒‒‒‒ ‒‒‒‒‒‒ ‒‒‒ [298,43,395,48]
page-number: 2329 [373,7,390,16]
list-entry: ‒‒‒‒‒‒‒ ‒‒‒‒ ‒‒‒‒‒‒‒‒‒ ‒‒‒‒‒ ‒‒‒‒‒‒‒‒ ‒‒‒ [298,193,387,198]
list-entry: ‒‒‒‒‒‒‒ ‒‒‒‒‒ ‒‒‒‒‒‒‒ ‒‒‒‒‒‒‒‒‒ ‒‒‒‒‒‒ ‒‒‒‒‒‒‒‒ [298,297,400,302]
list-entry: ‒‒‒‒‒ ‒‒‒‒ ‒‒‒‒ ‒‒‒‒‒‒‒‒ ‒‒‒‒‒‒ ‒‒‒‒‒‒‒‒‒ ‒‒‒‒‒‒‒‒ [10,504,118,509]
header-center [156,8,295,16]
list-entry: ‒‒‒ ‒‒‒‒‒‒‒‒ ‒‒‒ ‒‒‒‒ ‒‒‒‒‒‒‒ ‒‒‒‒ [156,387,229,392]
list-entry: ‒‒‒‒ ‒‒‒ ‒‒‒‒‒‒‒‒ ‒‒‒ ‒‒‒‒ ‒‒‒ ‒‒‒‒‒‒‒‒ [156,182,239,187]
list-entry: ‒‒‒‒‒‒‒ ‒‒‒‒‒‒ ‒‒‒ ‒‒‒‒‒‒ ‒‒‒‒‒‒‒‒ ‒‒‒‒‒ ‒‒‒ [298,338,392,343]
list-entry: ‒‒‒‒‒‒ ‒‒‒ ‒‒‒‒‒‒ ‒‒‒‒‒‒‒ ‒‒‒‒‒‒‒ ‒‒‒‒‒ ‒‒‒ [10,96,102,101]
list-entry: ‒‒‒‒‒ ‒‒‒‒‒ ‒‒‒‒‒‒‒ ‒‒‒‒‒‒ ‒‒‒‒‒‒‒‒ [156,342,232,347]
list-entry: ‒‒‒ ‒‒‒‒‒‒‒ ‒‒‒‒‒ ‒‒‒‒‒‒‒‒‒ ‒‒‒ [156,366,223,371]
list-entry: ‒‒‒‒‒‒ ‒‒‒‒‒‒‒‒‒ ‒‒‒‒ ‒‒‒‒‒‒‒ ‒‒‒‒‒‒‒‒‒ ‒‒‒‒‒‒‒ ‒‒‒‒‒‒‒ ‒‒‒‒‒‒‒ [10,422,147,427]
column-right [294,23,439,589]
list-entry: ‒‒‒‒‒ ‒‒‒‒‒‒ ‒‒‒ ‒‒‒‒ ‒‒‒‒‒‒‒‒ ‒‒‒‒‒‒‒‒‒ ‒‒‒ [10,199,104,204]
list-entry: ‒‒‒ ‒‒‒‒‒‒‒‒ ‒‒‒‒‒ ‒‒‒‒‒‒‒‒‒ ‒‒‒ ‒‒‒ [298,158,375,163]
list-entry: ‒‒‒‒ ‒‒‒‒ ‒‒‒‒‒‒‒‒‒ ‒‒‒ ‒‒‒ [156,244,214,249]
list-entry: ‒‒‒‒‒‒‒‒ ‒‒‒‒ ‒‒‒‒ ‒‒‒‒ ‒‒‒‒ [298,256,358,261]
list-entry: ‒‒‒‒‒‒‒ ‒‒‒‒‒‒‒ ‒‒‒‒‒‒‒ ‒‒‒‒ ‒‒‒‒‒‒‒ ‒‒‒‒‒‒ ‒‒‒‒‒‒‒‒‒ ‒‒‒‒‒‒‒‒ [10,397,144,402]
list-entry: ‒‒‒‒‒‒‒‒ ‒‒‒‒‒‒‒ ‒‒‒‒‒‒‒‒ ‒‒‒ ‒‒‒‒ ‒‒‒‒‒‒‒‒ ‒‒‒‒‒ ‒‒‒‒‒‒ [156,252,277,257]
list-entry: ‒‒‒‒‒‒‒ ‒‒‒‒‒‒‒ ‒‒‒‒‒‒‒‒‒ ‒‒‒‒‒‒‒‒‒ ‒‒‒ ‒‒‒‒‒ ‒‒‒‒ ‒‒‒‒‒‒‒‒ [156,174,284,179]
list-entry: ‒‒‒‒ ‒‒‒‒‒ ‒‒‒‒ ‒‒‒‒‒‒‒‒‒ ‒‒‒‒‒‒‒‒‒ ‒‒‒‒‒‒‒‒ [10,508,105,513]
list-entry: ‒‒‒‒‒‒‒‒ ‒‒‒‒‒‒‒‒ ‒‒‒ ‒‒‒‒ ‒‒‒‒‒‒‒‒ ‒‒‒‒‒ [10,129,99,134]
section-heading: Infanterie-Rgt. Nr. 21. [342,88,395,94]
list-entry: ‒‒‒‒‒ ‒‒‒‒ ‒‒‒‒‒‒ ‒‒‒‒‒‒ ‒‒‒‒ ‒‒‒ ‒‒‒ [298,465,376,470]
list-entry: ‒‒‒‒‒‒‒ ‒‒‒ ‒‒‒‒ ‒‒‒ ‒‒‒ ‒‒‒‒‒‒‒ ‒‒‒‒‒‒ ‒‒‒‒‒‒‒‒‒ [156,375,261,380]
list-entry: ‒‒‒ ‒‒‒‒ ‒‒‒‒‒‒‒‒‒ ‒‒‒‒‒‒‒‒ ‒‒‒‒‒ [298,350,369,355]
list-entry: ‒‒‒‒‒‒‒‒ ‒‒‒‒‒‒‒‒‒ ‒‒‒‒‒ ‒‒‒‒‒‒‒‒ ‒‒‒‒‒‒ ‒‒‒‒‒‒ [298,72,400,77]
list-entry: ‒‒‒‒‒‒‒‒ ‒‒‒‒‒ ‒‒‒‒‒‒‒‒‒ ‒‒‒‒‒‒‒ ‒‒‒‒‒‒‒‒ [298,277,388,281]
list-entry: ‒‒‒‒ ‒‒‒‒‒‒ ‒‒‒‒ ‒‒‒‒‒‒‒‒‒ ‒‒‒ ‒‒‒‒‒‒‒‒‒ ‒‒‒‒‒‒‒‒ [156,305,262,310]
list-entry: ‒‒‒‒‒‒‒ ‒‒‒‒‒‒‒‒‒ ‒‒‒‒‒‒ ‒‒‒‒‒‒ ‒‒‒‒‒ ‒‒‒‒‒‒‒‒‒ ‒‒‒‒ ‒‒‒‒‒ [156,276,281,281]
list-entry: ‒‒‒‒ ‒‒‒ ‒‒‒‒‒‒‒‒‒ ‒‒‒‒‒‒‒‒ ‒‒‒‒‒‒‒‒‒ ‒‒‒‒‒‒ ‒‒‒‒ ‒‒‒‒‒‒‒‒‒ [10,368,137,373]
list-entry: ‒‒‒‒‒‒‒‒‒ ‒‒‒‒‒‒‒‒ ‒‒‒ ‒‒‒ ‒‒‒‒‒‒‒ ‒‒‒‒‒‒‒‒‒ ‒‒‒‒‒‒‒‒‒ ‒‒‒ [298,94,423,99]
list-entry: ‒‒‒‒ ‒‒‒‒‒‒‒‒‒ ‒‒‒‒‒ ‒‒‒‒‒ ‒‒‒‒ [298,326,365,331]
list-entry: ‒‒‒‒‒‒‒ ‒‒‒‒ ‒‒‒‒‒‒ ‒‒‒ ‒‒‒‒‒‒‒ ‒‒‒‒ [10,252,87,257]
list-entry: ‒‒‒ ‒‒‒ ‒‒‒‒ ‒‒‒‒‒‒ ‒‒‒‒‒‒ [156,145,212,150]
list-entry: ‒‒‒ ‒‒‒‒‒‒ ‒‒‒‒‒‒‒‒‒ ‒‒‒‒ ‒‒‒‒‒‒‒ ‒‒‒‒ ‒‒‒‒‒‒‒‒‒ ‒‒‒ [156,326,268,331]
list-entry: ‒‒‒‒‒‒ ‒‒‒ ‒‒‒‒ ‒‒‒‒‒‒‒‒ ‒‒‒‒‒ ‒‒‒‒‒‒ ‒‒‒‒ ‒‒‒‒‒‒ [298,481,403,486]
list-entry: ‒‒‒‒‒‒‒‒‒ ‒‒‒ ‒‒‒‒‒‒‒‒‒ ‒‒‒‒‒‒ ‒‒‒‒ [156,469,232,474]
list-entry: ‒‒‒‒ ‒‒‒‒‒‒‒‒‒ ‒‒‒ ‒‒‒‒‒‒‒ ‒‒‒‒‒‒‒‒ ‒‒‒ [298,346,382,351]
list-entry: ‒‒‒‒ ‒‒‒ ‒‒‒‒ ‒‒‒‒‒‒‒ ‒‒‒‒‒ ‒‒‒‒‒‒ ‒‒‒‒‒‒ [10,426,97,431]
list-entry: ‒‒‒‒‒‒ ‒‒‒ ‒‒‒‒ ‒‒‒‒‒‒‒‒ ‒‒‒ ‒‒‒‒ ‒‒‒‒ ‒‒‒‒ [156,297,247,302]
list-entry: ‒‒‒‒‒‒‒‒‒ ‒‒‒‒ ‒‒‒‒‒‒ ‒‒‒‒ ‒‒‒‒‒‒‒ ‒‒‒‒ ‒‒‒‒‒ [298,313,395,318]
list-entry: ‒‒‒‒‒ ‒‒‒‒‒‒ ‒‒‒‒‒‒‒ ‒‒‒‒‒‒‒‒ ‒‒‒‒‒‒‒‒‒ ‒‒‒‒ [298,217,393,222]
list-entry: ‒‒‒‒‒ ‒‒‒‒‒‒‒ ‒‒‒ ‒‒‒‒‒ ‒‒‒‒ ‒‒‒‒‒‒‒‒‒ ‒‒‒‒‒‒‒ [298,264,397,269]
list-entry: ‒‒‒‒ ‒‒‒‒‒‒‒‒‒ ‒‒‒‒‒‒ ‒‒‒‒ ‒‒‒‒‒‒‒‒ ‒‒‒‒‒‒‒‒‒ ‒‒‒‒‒‒ ‒‒‒ [156,125,277,130]
list-entry: ‒‒‒‒‒‒‒‒‒ ‒‒‒‒‒‒ ‒‒‒‒‒‒‒‒‒ ‒‒‒ ‒‒‒‒‒‒‒‒ [298,27,383,32]
column-middle [152,23,291,596]
list-entry: ‒‒‒‒‒ ‒‒‒‒‒ ‒‒‒‒‒‒‒‒‒ ‒‒‒‒ ‒‒‒‒ ‒‒‒‒‒ ‒‒‒ ‒‒‒‒ [156,321,254,326]
list-entry: ‒‒‒‒‒‒‒ ‒‒‒‒‒‒‒ ‒‒‒‒‒‒‒‒ ‒‒‒‒‒‒‒‒‒ ‒‒‒‒‒ ‒‒‒‒‒‒‒ ‒‒‒ ‒‒‒ [298,358,419,363]
list-entry: ‒‒‒ ‒‒‒‒‒‒ ‒‒‒‒‒ ‒‒‒‒‒‒‒ ‒‒‒‒‒‒‒‒‒ [10,491,84,496]
list-entry: ‒‒‒‒‒ ‒‒‒ ‒‒‒‒ ‒‒‒‒‒‒ ‒‒‒‒ [298,403,353,408]
list-entry: ‒‒‒‒‒ ‒‒‒‒ ‒‒‒‒‒‒‒‒ ‒‒‒‒ ‒‒‒‒‒‒ ‒‒‒‒‒‒‒‒ [298,444,384,449]
list-entry: ‒‒‒‒‒‒‒ ‒‒‒‒ ‒‒‒‒‒‒‒ ‒‒‒‒‒‒‒‒ ‒‒‒‒ ‒‒‒ [156,29,238,34]
list-entry: ‒‒‒‒‒‒‒‒ ‒‒‒‒‒‒ ‒‒‒‒‒ ‒‒‒‒‒ ‒‒‒‒‒‒‒‒ ‒‒‒‒‒‒‒‒ ‒‒‒ [156,133,262,138]
list-entry: ‒‒‒‒‒‒‒‒‒ ‒‒‒ ‒‒‒‒‒‒‒‒‒ ‒‒‒‒‒‒ ‒‒‒‒‒ ‒‒‒‒‒‒‒ [298,272,393,277]
list-entry: ‒‒‒‒‒‒‒‒ ‒‒‒‒‒‒‒‒ ‒‒‒ ‒‒‒ ‒‒‒ [10,516,72,521]
list-entry: ‒‒‒‒‒‒‒‒‒ ‒‒‒‒‒‒‒‒ ‒‒‒‒‒‒‒‒ ‒‒‒‒ ‒‒‒‒‒‒ ‒‒‒‒‒‒ ‒‒‒‒‒‒‒ [298,520,415,525]
list-entry: ‒‒‒‒‒‒‒ ‒‒‒‒‒‒‒ ‒‒‒‒‒ ‒‒‒‒‒ ‒‒‒‒‒ [10,340,81,345]
section-heading: Infanterie-Rgt. Nr. 24. [342,174,395,180]
list-entry: ‒‒‒‒‒‒‒‒‒ ‒‒‒‒‒ ‒‒‒‒‒‒‒‒‒ ‒‒‒‒‒‒‒‒ ‒‒‒‒‒‒‒‒ ‒‒‒‒‒‒‒ ‒‒‒ ‒‒‒‒ [156,557,286,562]
list-entry: ‒‒‒‒ ‒‒‒‒‒‒ ‒‒‒‒‒‒‒ ‒‒‒‒‒‒‒ ‒‒‒ ‒‒‒‒ ‒‒‒‒‒‒‒‒‒ ‒‒‒‒‒‒‒‒ [10,162,128,167]
list-entry: ‒‒‒‒‒‒‒‒‒ ‒‒‒‒‒ ‒‒‒‒‒‒‒‒‒ ‒‒‒‒‒‒‒‒‒ ‒‒‒‒‒‒‒ [156,170,251,175]
list-entry: ‒‒‒‒ ‒‒‒‒‒‒ ‒‒‒‒‒‒‒‒‒ ‒‒‒‒‒ ‒‒‒‒‒ ‒‒‒‒‒‒‒‒‒ ‒‒‒‒‒‒‒‒‒ ‒‒‒‒‒‒‒‒‒ [10,141,147,146]
list-entry: ‒‒‒‒‒‒‒‒‒ ‒‒‒‒‒‒‒‒ ‒‒‒ ‒‒‒‒‒‒‒‒‒ ‒‒‒‒‒‒‒‒‒ ‒‒‒ [298,493,398,498]
list-entry: ‒‒‒‒‒ ‒‒‒‒ ‒‒‒‒ ‒‒‒‒‒‒‒‒‒ ‒‒‒‒ ‒‒‒‒‒‒‒ ‒‒‒ ‒‒‒‒‒‒‒‒‒ [10,117,121,122]
